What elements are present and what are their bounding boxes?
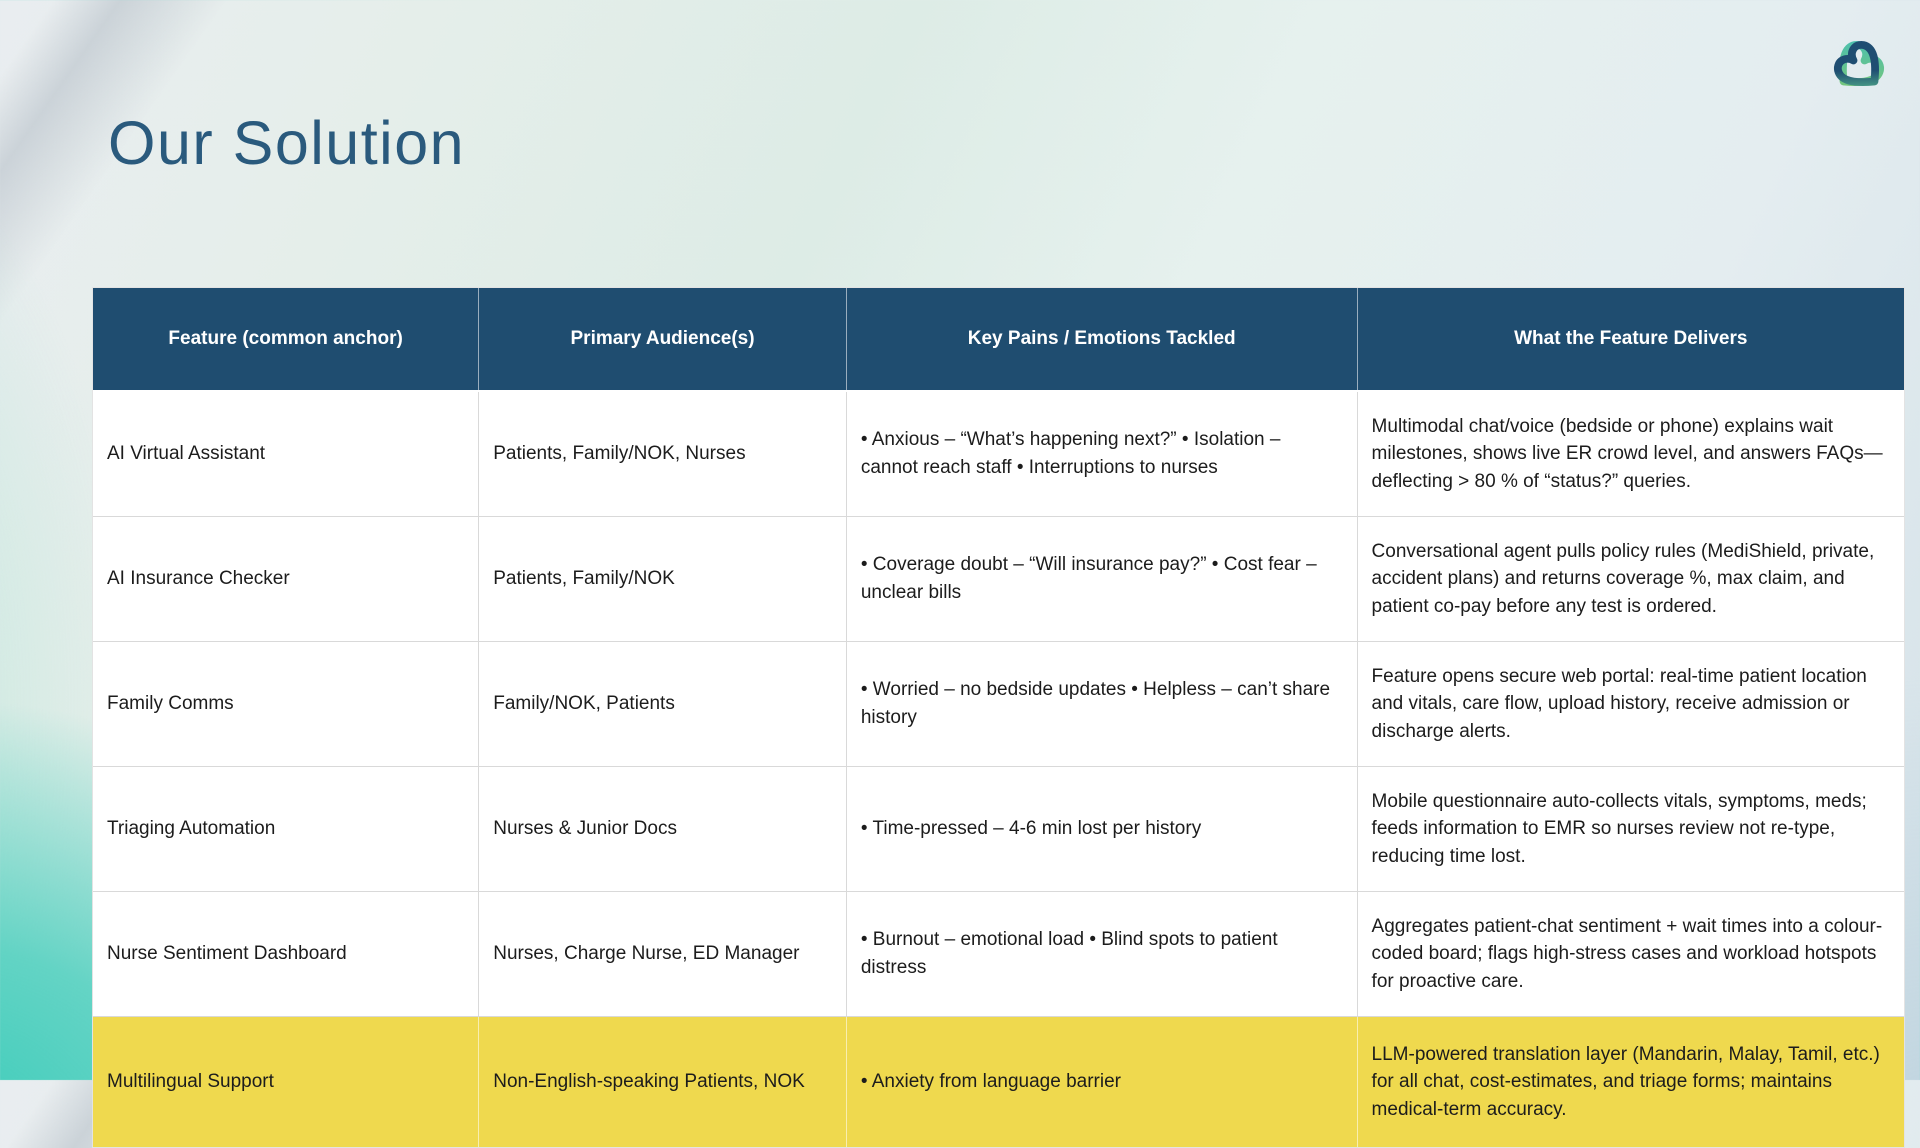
feature-cell: Nurse Sentiment Dashboard (93, 892, 479, 1017)
feature-cell: Multilingual Support (93, 1017, 479, 1148)
table-row (93, 892, 1904, 1017)
column-header-audience: Primary Audience(s) (479, 288, 847, 391)
feature-cell: AI Insurance Checker (93, 517, 479, 642)
audience-cell: Patients, Family/NOK (479, 517, 847, 642)
column-header-feature: Feature (common anchor) (93, 288, 479, 391)
pains-cell: • Worried – no bedside updates • Helpless – can’t share history (846, 642, 1357, 767)
pains-cell: • Burnout – emotional load • Blind spots to patient distress (846, 892, 1357, 1017)
table-row (93, 517, 1904, 642)
delivers-cell: Mobile questionnaire auto-collects vitals, symptoms, meds; feeds information to EMR so nurses review not re-type, reducing time lost. (1357, 767, 1904, 892)
table-row-highlighted (93, 1017, 1904, 1148)
slide-title: Our Solution (108, 109, 466, 177)
audience-cell: Family/NOK, Patients (479, 642, 847, 767)
delivers-cell: Feature opens secure web portal: real-time patient location and vitals, care flow, upload history, receive admission or discharge alerts. (1357, 642, 1904, 767)
table-row (93, 391, 1904, 517)
table-row (93, 642, 1904, 767)
table-row (93, 767, 1904, 892)
delivers-cell: Conversational agent pulls policy rules (MediShield, private, accident plans) and returns coverage %, max claim, and patient co-pay before any test is ordered. (1357, 517, 1904, 642)
solution-table (92, 287, 1905, 1148)
delivers-cell: LLM-powered translation layer (Mandarin, Malay, Tamil, etc.) for all chat, cost-estimates, and triage forms; maintains medical-term accuracy. (1357, 1017, 1904, 1148)
audience-cell: Nurses & Junior Docs (479, 767, 847, 892)
column-header-pains: Key Pains / Emotions Tackled (846, 288, 1357, 391)
column-header-delivers: What the Feature Delivers (1357, 288, 1904, 391)
header-row (93, 288, 1904, 391)
feature-cell: Family Comms (93, 642, 479, 767)
pains-cell: • Time-pressed – 4-6 min lost per history (846, 767, 1357, 892)
audience-cell: Patients, Family/NOK, Nurses (479, 391, 847, 517)
delivers-cell: Multimodal chat/voice (bedside or phone) explains wait milestones, shows live ER crowd level, and answers FAQs—deflecting > 80 % of “status?” queries. (1357, 391, 1904, 517)
delivers-cell: Aggregates patient-chat sentiment + wait times into a colour-coded board; flags high-stress cases and workload hotspots for proactive care. (1357, 892, 1904, 1017)
interlocked-hearts-logo-icon (1820, 26, 1898, 106)
feature-cell: AI Virtual Assistant (93, 391, 479, 517)
feature-cell: Triaging Automation (93, 767, 479, 892)
audience-cell: Nurses, Charge Nurse, ED Manager (479, 892, 847, 1017)
pains-cell: • Anxious – “What’s happening next?” • Isolation – cannot reach staff • Interruptions to nurses (846, 391, 1357, 517)
audience-cell: Non-English-speaking Patients, NOK (479, 1017, 847, 1148)
pains-cell: • Anxiety from language barrier (846, 1017, 1357, 1148)
pains-cell: • Coverage doubt – “Will insurance pay?” • Cost fear – unclear bills (846, 517, 1357, 642)
